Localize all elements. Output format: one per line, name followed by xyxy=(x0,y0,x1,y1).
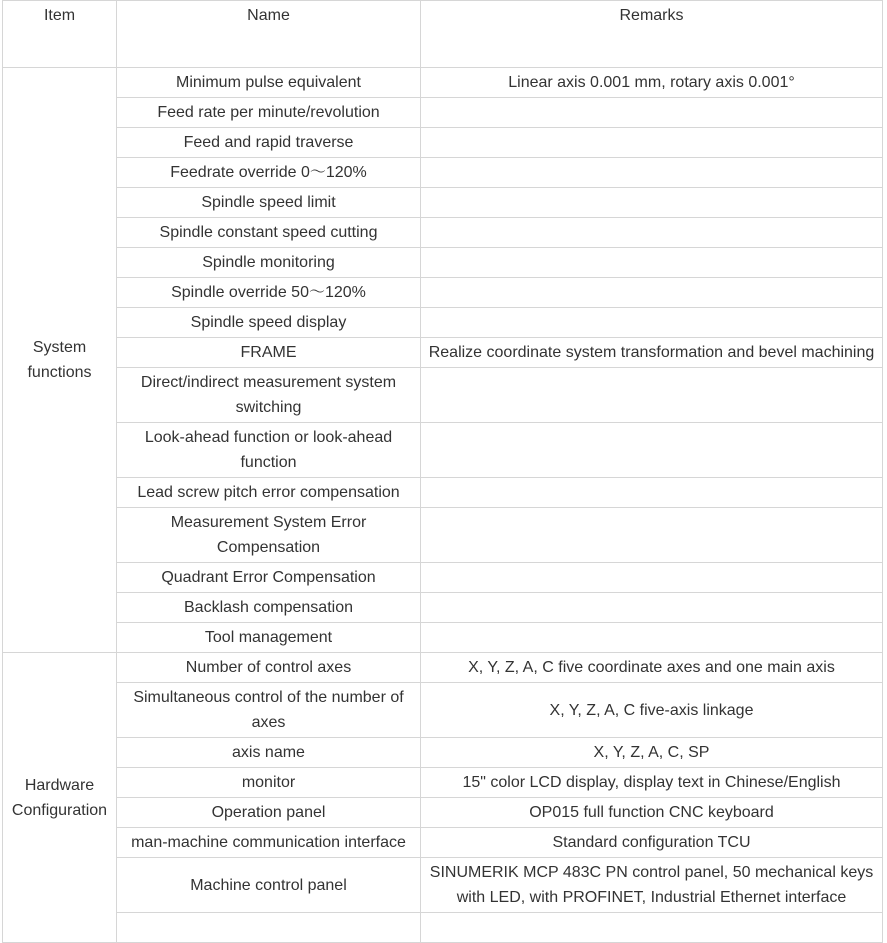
row-remarks xyxy=(421,368,883,423)
row-remarks xyxy=(421,158,883,188)
table-header-row xyxy=(3,1,883,68)
header-remarks: Remarks xyxy=(421,1,883,68)
row-name: Spindle constant speed cutting xyxy=(117,218,421,248)
row-name: FRAME xyxy=(117,338,421,368)
row-remarks: Realize coordinate system transformation and bevel machining xyxy=(421,338,883,368)
table-row xyxy=(3,128,883,158)
row-name: Lead screw pitch error compensation xyxy=(117,478,421,508)
table-row xyxy=(3,593,883,623)
row-name: Spindle monitoring xyxy=(117,248,421,278)
row-remarks xyxy=(421,423,883,478)
table-row xyxy=(3,563,883,593)
row-remarks xyxy=(421,913,883,943)
table-row xyxy=(3,98,883,128)
header-item: Item xyxy=(3,1,117,68)
table-row xyxy=(3,278,883,308)
row-remarks: Standard configuration TCU xyxy=(421,828,883,858)
table-row xyxy=(3,623,883,653)
table-row xyxy=(3,798,883,828)
row-remarks xyxy=(421,98,883,128)
row-remarks: X, Y, Z, A, C five coordinate axes and one main axis xyxy=(421,653,883,683)
row-remarks xyxy=(421,593,883,623)
row-name: Minimum pulse equivalent xyxy=(117,68,421,98)
row-remarks xyxy=(421,188,883,218)
row-name: Feed and rapid traverse xyxy=(117,128,421,158)
table-row xyxy=(3,738,883,768)
table-row xyxy=(3,248,883,278)
row-name: Simultaneous control of the number of axes xyxy=(117,683,421,738)
row-remarks xyxy=(421,508,883,563)
table-row xyxy=(3,68,883,98)
row-name: Operation panel xyxy=(117,798,421,828)
table-row xyxy=(3,308,883,338)
table-row xyxy=(3,158,883,188)
row-remarks: OP015 full function CNC keyboard xyxy=(421,798,883,828)
table-row xyxy=(3,683,883,738)
table-row xyxy=(3,423,883,478)
row-remarks xyxy=(421,623,883,653)
table-row xyxy=(3,188,883,218)
row-remarks xyxy=(421,308,883,338)
group-label-system-functions: System functions xyxy=(3,68,117,653)
row-name: Number of control axes xyxy=(117,653,421,683)
row-remarks: SINUMERIK MCP 483C PN control panel, 50 mechanical keys with LED, with PROFINET, Industrial Ethernet interface xyxy=(421,858,883,913)
row-name: Measurement System Error Compensation xyxy=(117,508,421,563)
row-remarks xyxy=(421,278,883,308)
table-row xyxy=(3,653,883,683)
group-label-hardware-configuration: Hardware Configuration xyxy=(3,653,117,943)
row-name: Machine control panel xyxy=(117,858,421,913)
row-name: Look-ahead function or look-ahead function xyxy=(117,423,421,478)
row-remarks: 15" color LCD display, display text in Chinese/English xyxy=(421,768,883,798)
table-row xyxy=(3,768,883,798)
spec-table xyxy=(2,0,883,943)
row-remarks xyxy=(421,248,883,278)
table-row xyxy=(3,913,883,943)
table-row xyxy=(3,828,883,858)
row-name: Spindle override 50～120% xyxy=(117,278,421,308)
row-name: Feedrate override 0～120% xyxy=(117,158,421,188)
row-remarks xyxy=(421,563,883,593)
row-remarks: X, Y, Z, A, C five-axis linkage xyxy=(421,683,883,738)
table-row xyxy=(3,338,883,368)
table-row xyxy=(3,368,883,423)
row-name: Spindle speed limit xyxy=(117,188,421,218)
row-remarks xyxy=(421,478,883,508)
row-remarks: X, Y, Z, A, C, SP xyxy=(421,738,883,768)
table-row xyxy=(3,508,883,563)
row-name: Spindle speed display xyxy=(117,308,421,338)
row-name: axis name xyxy=(117,738,421,768)
row-name: Tool management xyxy=(117,623,421,653)
row-name xyxy=(117,913,421,943)
row-name: Backlash compensation xyxy=(117,593,421,623)
row-remarks: Linear axis 0.001 mm, rotary axis 0.001° xyxy=(421,68,883,98)
row-name: man-machine communication interface xyxy=(117,828,421,858)
row-name: monitor xyxy=(117,768,421,798)
header-name: Name xyxy=(117,1,421,68)
table-row xyxy=(3,218,883,248)
table-row xyxy=(3,858,883,913)
row-remarks xyxy=(421,128,883,158)
row-remarks xyxy=(421,218,883,248)
table-row xyxy=(3,478,883,508)
row-name: Direct/indirect measurement system switching xyxy=(117,368,421,423)
row-name: Feed rate per minute/revolution xyxy=(117,98,421,128)
row-name: Quadrant Error Compensation xyxy=(117,563,421,593)
